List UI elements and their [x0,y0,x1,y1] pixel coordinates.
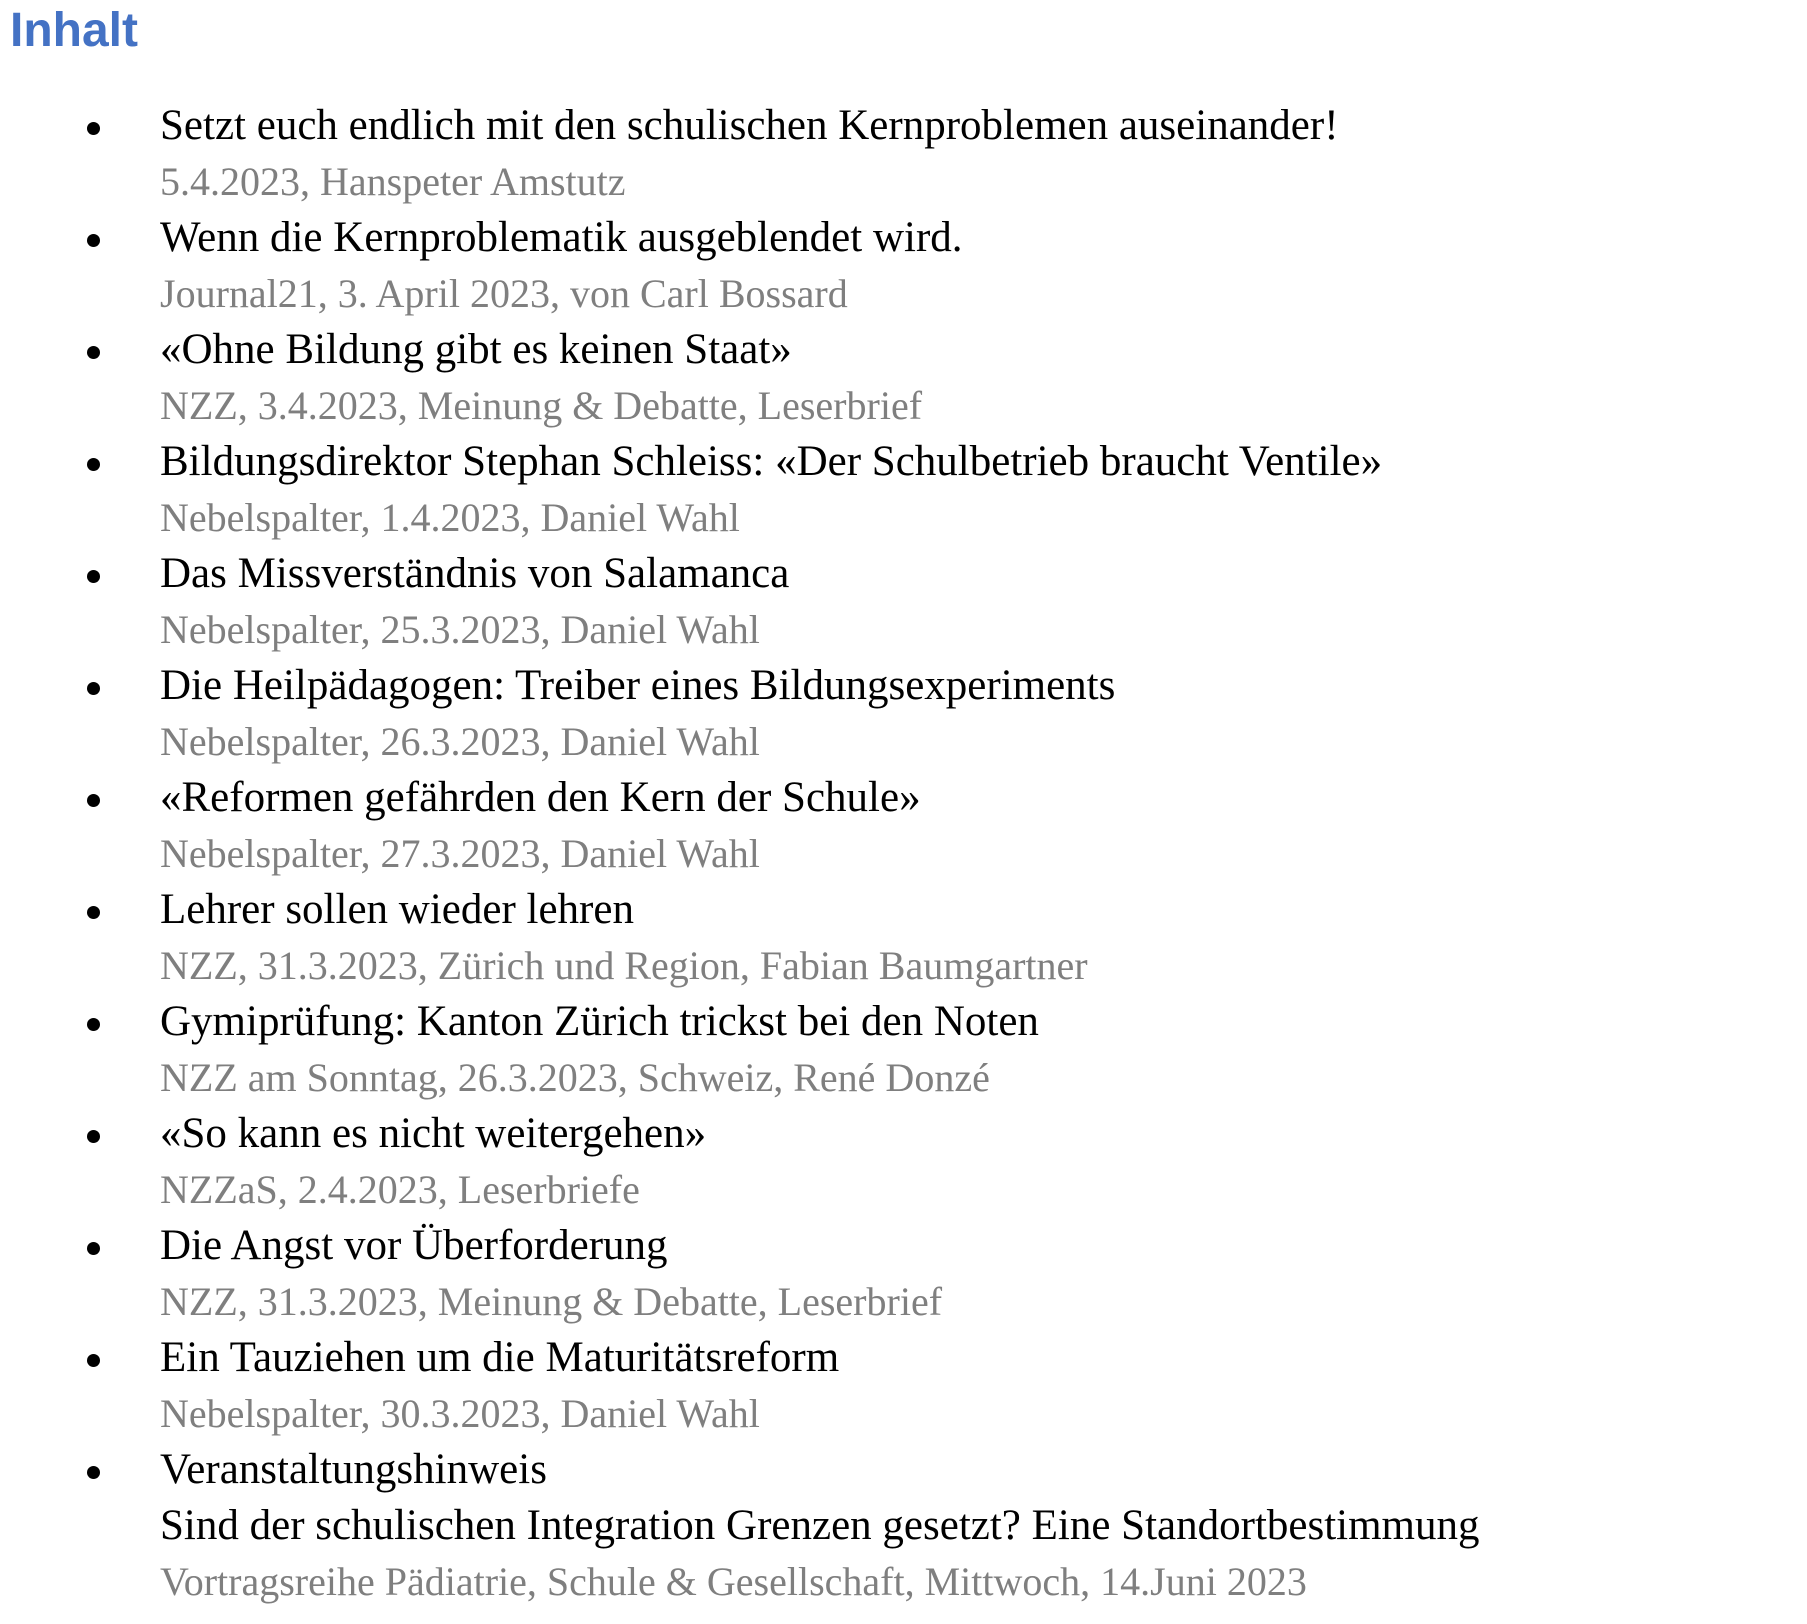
article-source: 5.4.2023, Hanspeter Amstutz [160,159,626,204]
article-source: NZZ, 3.4.2023, Meinung & Debatte, Leserbrief [160,383,923,428]
article-source: NZZaS, 2.4.2023, Leserbriefe [160,1167,640,1212]
article-title[interactable]: Bildungsdirektor Stephan Schleiss: «Der Schulbetrieb braucht Ventile» [160,438,1383,485]
bullet-icon [87,1242,100,1255]
article-title[interactable]: Wenn die Kernproblematik ausgeblendet wird. [160,214,963,261]
list-item[interactable] [0,1330,1807,1442]
article-source: NZZ, 31.3.2023, Zürich und Region, Fabian Baumgartner [160,943,1088,988]
list-item[interactable] [0,98,1807,210]
list-item[interactable] [0,994,1807,1106]
list-item[interactable] [0,210,1807,322]
article-source: NZZ, 31.3.2023, Meinung & Debatte, Leserbrief [160,1279,943,1324]
bullet-icon [87,906,100,919]
article-title[interactable]: «Reformen gefährden den Kern der Schule» [160,774,921,821]
article-title[interactable]: Die Heilpädagogen: Treiber eines Bildungsexperiments [160,662,1116,709]
article-title[interactable]: Das Missverständnis von Salamanca [160,550,790,597]
article-title[interactable]: Lehrer sollen wieder lehren [160,886,634,933]
article-title[interactable]: «So kann es nicht weitergehen» [160,1110,707,1157]
list-item[interactable] [0,658,1807,770]
bullet-icon [87,1466,100,1479]
bullet-icon [87,1130,100,1143]
list-item[interactable] [0,1442,1807,1610]
bullet-icon [87,234,100,247]
article-source: Nebelspalter, 26.3.2023, Daniel Wahl [160,719,760,764]
article-source: Nebelspalter, 25.3.2023, Daniel Wahl [160,607,760,652]
bullet-icon [87,458,100,471]
article-title[interactable]: Ein Tauziehen um die Maturitätsreform [160,1334,840,1381]
article-title[interactable]: Veranstaltungshinweis [160,1446,547,1493]
bullet-icon [87,346,100,359]
list-item[interactable] [0,882,1807,994]
list-item[interactable] [0,1218,1807,1330]
list-item[interactable] [0,434,1807,546]
bullet-icon [87,1018,100,1031]
article-subtitle[interactable]: Sind der schulischen Integration Grenzen gesetzt? Eine Standortbestimmung [160,1502,1480,1549]
article-source: Journal21, 3. April 2023, von Carl Bossard [160,271,848,316]
table-of-contents [0,98,1807,1610]
article-title[interactable]: «Ohne Bildung gibt es keinen Staat» [160,326,792,373]
toc-heading: Inhalt [10,4,138,57]
list-item[interactable] [0,322,1807,434]
article-title[interactable]: Setzt euch endlich mit den schulischen Kernproblemen auseinander! [160,102,1339,149]
bullet-icon [87,682,100,695]
article-source: Nebelspalter, 1.4.2023, Daniel Wahl [160,495,740,540]
list-item[interactable] [0,1106,1807,1218]
bullet-icon [87,1354,100,1367]
article-source: Nebelspalter, 30.3.2023, Daniel Wahl [160,1391,760,1436]
article-source: Nebelspalter, 27.3.2023, Daniel Wahl [160,831,760,876]
article-source: Vortragsreihe Pädiatrie, Schule & Gesellschaft, Mittwoch, 14.Juni 2023 [160,1559,1307,1604]
article-title[interactable]: Gymiprüfung: Kanton Zürich trickst bei den Noten [160,998,1039,1045]
article-title[interactable]: Die Angst vor Überforderung [160,1222,668,1269]
list-item[interactable] [0,546,1807,658]
bullet-icon [87,570,100,583]
bullet-icon [87,122,100,135]
list-item[interactable] [0,770,1807,882]
article-source: NZZ am Sonntag, 26.3.2023, Schweiz, René Donzé [160,1055,990,1100]
bullet-icon [87,794,100,807]
